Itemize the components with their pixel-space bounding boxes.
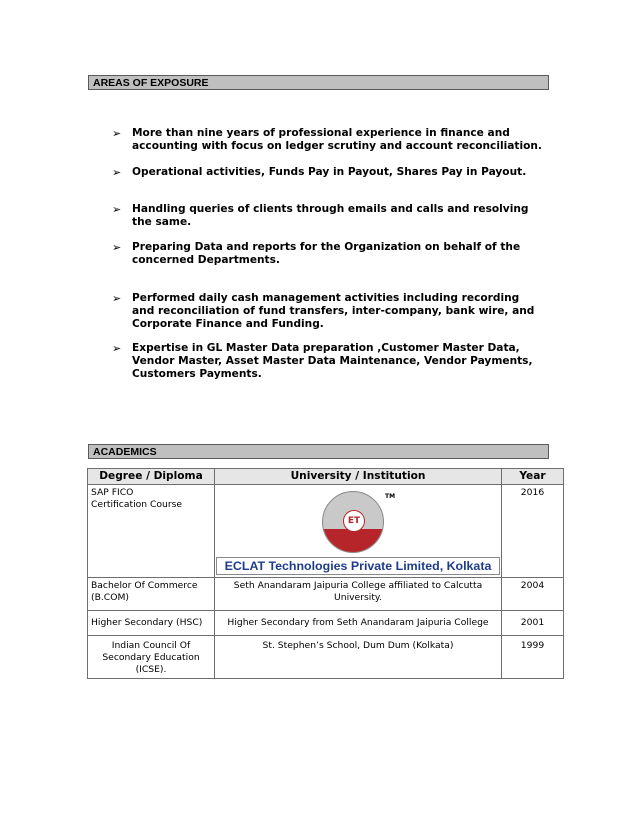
year-cell: 2001 — [502, 611, 564, 636]
table-header-row — [88, 469, 564, 485]
eclat-logo-block — [215, 485, 501, 577]
arrow-bullet-icon: ➢ — [112, 127, 122, 140]
institution-cell: Seth Anandaram Jaipuria College affiliated to Calcutta University. — [215, 578, 502, 611]
list-item-text: Handling queries of clients through emails and calls and resolving the same. — [132, 203, 529, 228]
arrow-bullet-icon: ➢ — [112, 241, 122, 254]
column-header-institution: University / Institution — [215, 469, 502, 485]
arrow-bullet-icon: ➢ — [112, 342, 122, 355]
table-row — [88, 578, 564, 611]
list-item-text: Expertise in GL Master Data preparation ,Customer Master Data, Vendor Master, Asset Master Data Maintenance, Vendor Payments, Customers Payments. — [132, 342, 533, 380]
institution-name: ECLAT Technologies Private Limited, Kolkata — [216, 557, 500, 575]
degree-cell: Higher Secondary (HSC) — [88, 611, 215, 636]
degree-cell: Indian Council Of Secondary Education (ICSE). — [88, 636, 215, 679]
institution-cell: Higher Secondary from Seth Anandaram Jaipuria College — [215, 611, 502, 636]
logo-red-band — [323, 529, 383, 552]
table-row — [88, 636, 564, 679]
list-item-text: Performed daily cash management activities including recording and reconciliation of fund transfers, inter-company, bank wire, and Corporate Finance and Funding. — [132, 292, 535, 330]
column-header-year: Year — [502, 469, 564, 485]
institution-cell: St. Stephen’s School, Dum Dum (Kolkata) — [215, 636, 502, 679]
degree-cell: Bachelor Of Commerce (B.COM) — [88, 578, 215, 611]
list-item-text: Operational activities, Funds Pay in Payout, Shares Pay in Payout. — [132, 166, 527, 178]
list-item-text: Preparing Data and reports for the Organization on behalf of the concerned Departments. — [132, 241, 521, 266]
column-header-degree: Degree / Diploma — [88, 469, 215, 485]
logo-mark: ET — [343, 510, 365, 532]
eclat-logo — [322, 491, 384, 553]
section-title: AREAS OF EXPOSURE — [93, 77, 209, 89]
degree-cell: SAP FICO Certification Course — [88, 485, 215, 578]
section-title: ACADEMICS — [93, 446, 157, 458]
academics-table — [87, 468, 564, 679]
arrow-bullet-icon: ➢ — [112, 203, 122, 216]
institution-cell — [215, 485, 502, 578]
table-row — [88, 611, 564, 636]
year-cell: 1999 — [502, 636, 564, 679]
year-cell: 2004 — [502, 578, 564, 611]
arrow-bullet-icon: ➢ — [112, 292, 122, 305]
arrow-bullet-icon: ➢ — [112, 166, 122, 179]
list-item-text: More than nine years of professional experience in finance and accounting with focus on ledger scrutiny and account reconciliation. — [132, 127, 542, 152]
year-cell: 2016 — [502, 485, 564, 578]
academics-header — [88, 444, 549, 459]
areas-of-exposure-header — [88, 75, 549, 90]
trademark-mark: TM — [385, 493, 396, 500]
table-row — [88, 485, 564, 578]
